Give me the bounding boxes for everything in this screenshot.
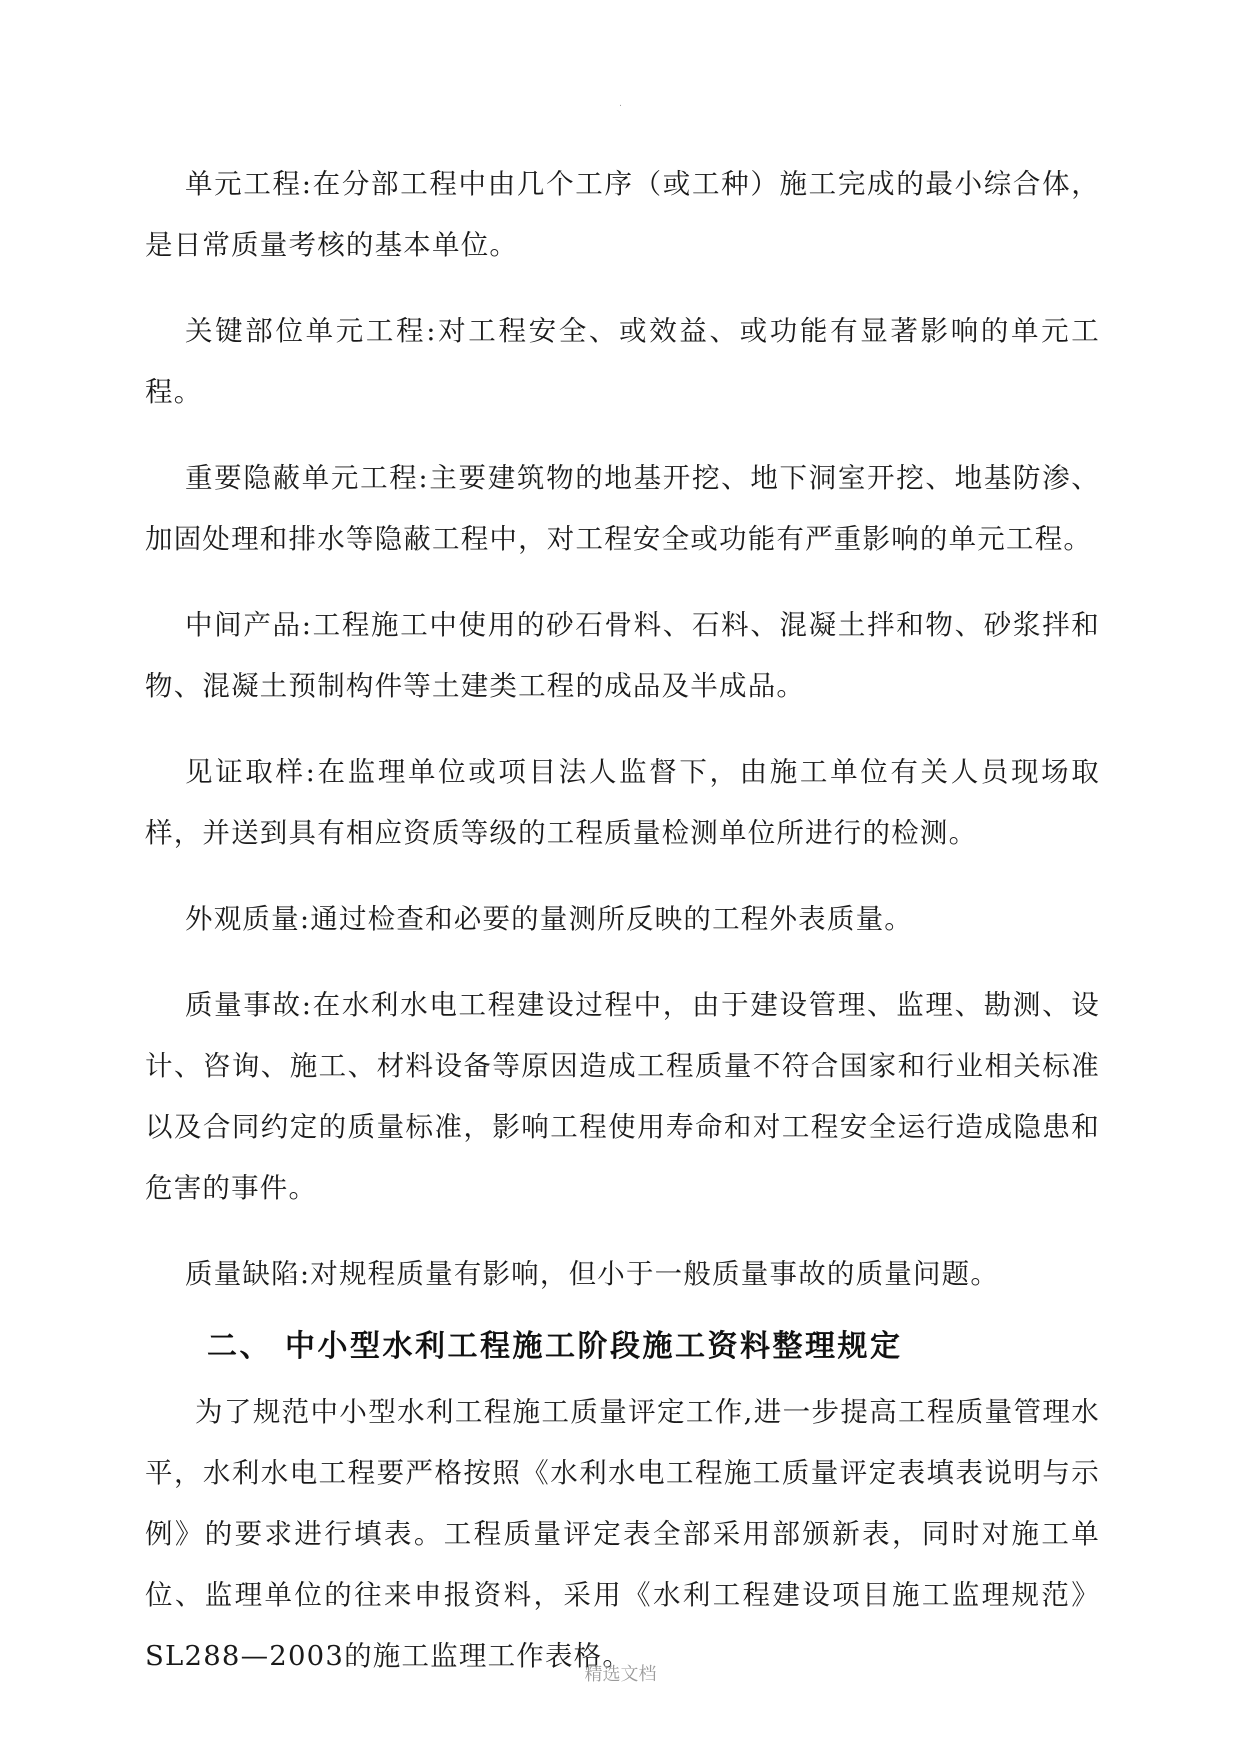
definition-unit-project xyxy=(145,154,1100,276)
definition-separator: : xyxy=(301,989,313,1021)
definition-term: 外观质量 xyxy=(185,903,300,935)
header-mark: . xyxy=(619,98,622,109)
definition-text: 在监理单位或项目法人监督下，由施工单位有关人员现场取样，并送到具有相应资质等级的工程质量检测单位所进行的检测。 xyxy=(145,756,1100,849)
definition-text: 工程施工中使用的砂石骨料、石料、混凝土拌和物、砂浆拌和物、混凝土预制构件等土建类工程的成品及半成品。 xyxy=(145,609,1100,702)
definition-separator: : xyxy=(418,462,429,494)
definition-separator: : xyxy=(299,903,311,935)
definition-separator: : xyxy=(426,315,437,347)
definition-intermediate-product xyxy=(145,595,1100,717)
definition-separator: : xyxy=(301,168,313,200)
document-body xyxy=(145,154,1100,1687)
definition-term: 单元工程 xyxy=(185,168,302,200)
definition-text: 对工程安全、或效益、或功能有显著影响的单元工程。 xyxy=(145,315,1100,408)
definition-separator: : xyxy=(301,609,313,641)
definition-separator: : xyxy=(305,756,317,788)
definition-text: 在水利水电工程建设过程中，由于建设管理、监理、勘测、设计、咨询、施工、材料设备等原因造成工程质量不符合国家和行业相关标准以及合同约定的质量标准，影响工程使用寿命和对工程安全运行造成隐患和危害的事件。 xyxy=(145,989,1100,1204)
definition-text: 通过检查和必要的量测所反映的工程外表质量。 xyxy=(310,903,913,935)
section-body: 为了规范中小型水利工程施工质量评定工作,进一步提高工程质量管理水平，水利水电工程要严格按照《水利水电工程施工质量评定表填表说明与示例》的要求进行填表。工程质量评定表全部采用部颁新表，同时对施工单位、监理单位的往来申报资料，采用《水利工程建设项目施工监理规范》SL288—2003的施工监理工作表格。 xyxy=(145,1396,1100,1672)
definition-text: 对规程质量有影响，但小于一般质量事故的质量问题。 xyxy=(310,1258,1000,1290)
definition-key-part-unit xyxy=(145,301,1100,423)
definition-quality-accident xyxy=(145,975,1100,1219)
footer-watermark: 精选文档 xyxy=(584,1664,657,1685)
definition-term: 中间产品 xyxy=(185,609,302,641)
section-heading: 二、 中小型水利工程施工阶段施工资料整理规定 xyxy=(207,1329,903,1364)
definition-term: 重要隐蔽单元工程 xyxy=(185,462,419,494)
definition-quality-defect xyxy=(145,1244,1100,1305)
definition-hidden-unit xyxy=(145,448,1100,570)
definition-term: 质量事故 xyxy=(185,989,302,1021)
definition-appearance-quality xyxy=(145,889,1100,950)
definition-term: 见证取样 xyxy=(185,756,306,788)
definition-term: 关键部位单元工程 xyxy=(185,315,427,347)
definition-witness-sampling xyxy=(145,742,1100,864)
definition-term: 质量缺陷 xyxy=(185,1258,300,1290)
definition-separator: : xyxy=(299,1258,311,1290)
definition-text: 主要建筑物的地基开挖、地下洞室开挖、地基防渗、加固处理和排水等隐蔽工程中，对工程安全或功能有严重影响的单元工程。 xyxy=(145,462,1100,555)
definition-text: 在分部工程中由几个工序（或工种）施工完成的最小综合体，是日常质量考核的基本单位。 xyxy=(145,168,1100,261)
